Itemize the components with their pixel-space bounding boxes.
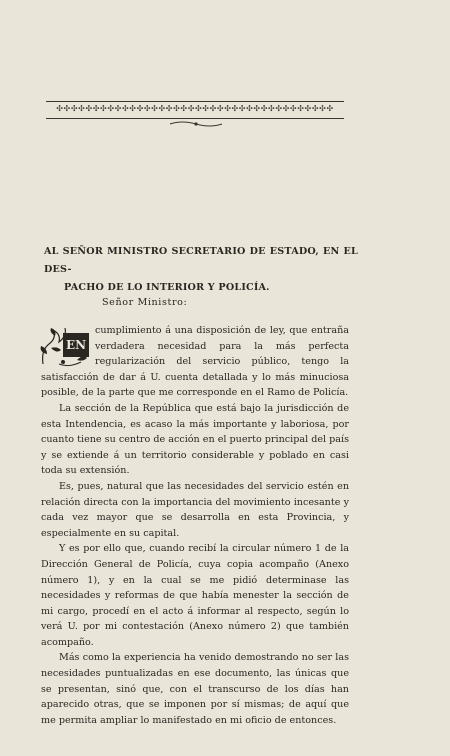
decorative-initial [37,324,89,368]
paragraph-4: Y es por ello que, cuando recibí la circular número 1 de la Dirección General de Policía, cuya copia acompaño (Anexo número 1), y en la cual se me pidió determinase las necesidades y reformas de que había menester la sección de mi cargo, procedí en el acto á informar al respecto, según lo verá U. por mi contestación (Anexo número 2) que también acompaño. [41,543,349,648]
paragraph-5: Más como la experiencia ha venido demostrando no ser las necesidades puntualizadas en ese documento, las únicas que se presentan, sinó que, con el transcurso de los días han aparecido otras, que se imponen por sí mismas; de aquí que me permita ampliar lo manifestado en mi oficio de entonces. [41,652,349,726]
heading-line-2: PACHO DE LO INTERIOR Y POLICÍA. [64,282,270,293]
heading-line-1: AL SEÑOR MINISTRO SECRETARIO DE ESTADO, EN EL DES- [44,246,358,275]
header-ornament-band [46,101,344,119]
paragraph-1 [41,323,349,401]
paragraph-1-text: cumplimiento á una disposición de ley, que entraña verdadera necesidad para la más perfecta regularización del servicio público, tengo la satisfacción de dar á U. cuenta detallada y lo más minuciosa posible, de la parte que me corresponde en el Ramo de Policía. [41,325,349,399]
flourish-ornament [168,120,224,128]
drop-cap-letters: EN [63,333,89,357]
paragraph-2: La sección de la República que está bajo la jurisdicción de esta Intendencia, es acaso la más importante y laboriosa, por cuanto tiene su centro de acción en el puerto principal del país y se extiende á un territorio considerable y poblado en casi toda su extensión. [41,402,349,477]
letter-body [41,323,349,728]
letter-heading [44,243,358,297]
ornament-pattern: ✣✣✣✣✣✣✣✣✣✣✣✣✣✣✣✣✣✣✣✣✣✣✣✣✣✣✣✣✣✣✣✣✣✣✣✣✣✣ [56,104,334,113]
paragraph-3: Es, pues, natural que las necesidades del servicio estén en relación directa con la importancia del movimiento incesante y cada vez mayor que se desarrolla en esta Provincia, y especialmente en su capital. [41,480,349,539]
salutation: Señor Ministro: [102,297,188,308]
